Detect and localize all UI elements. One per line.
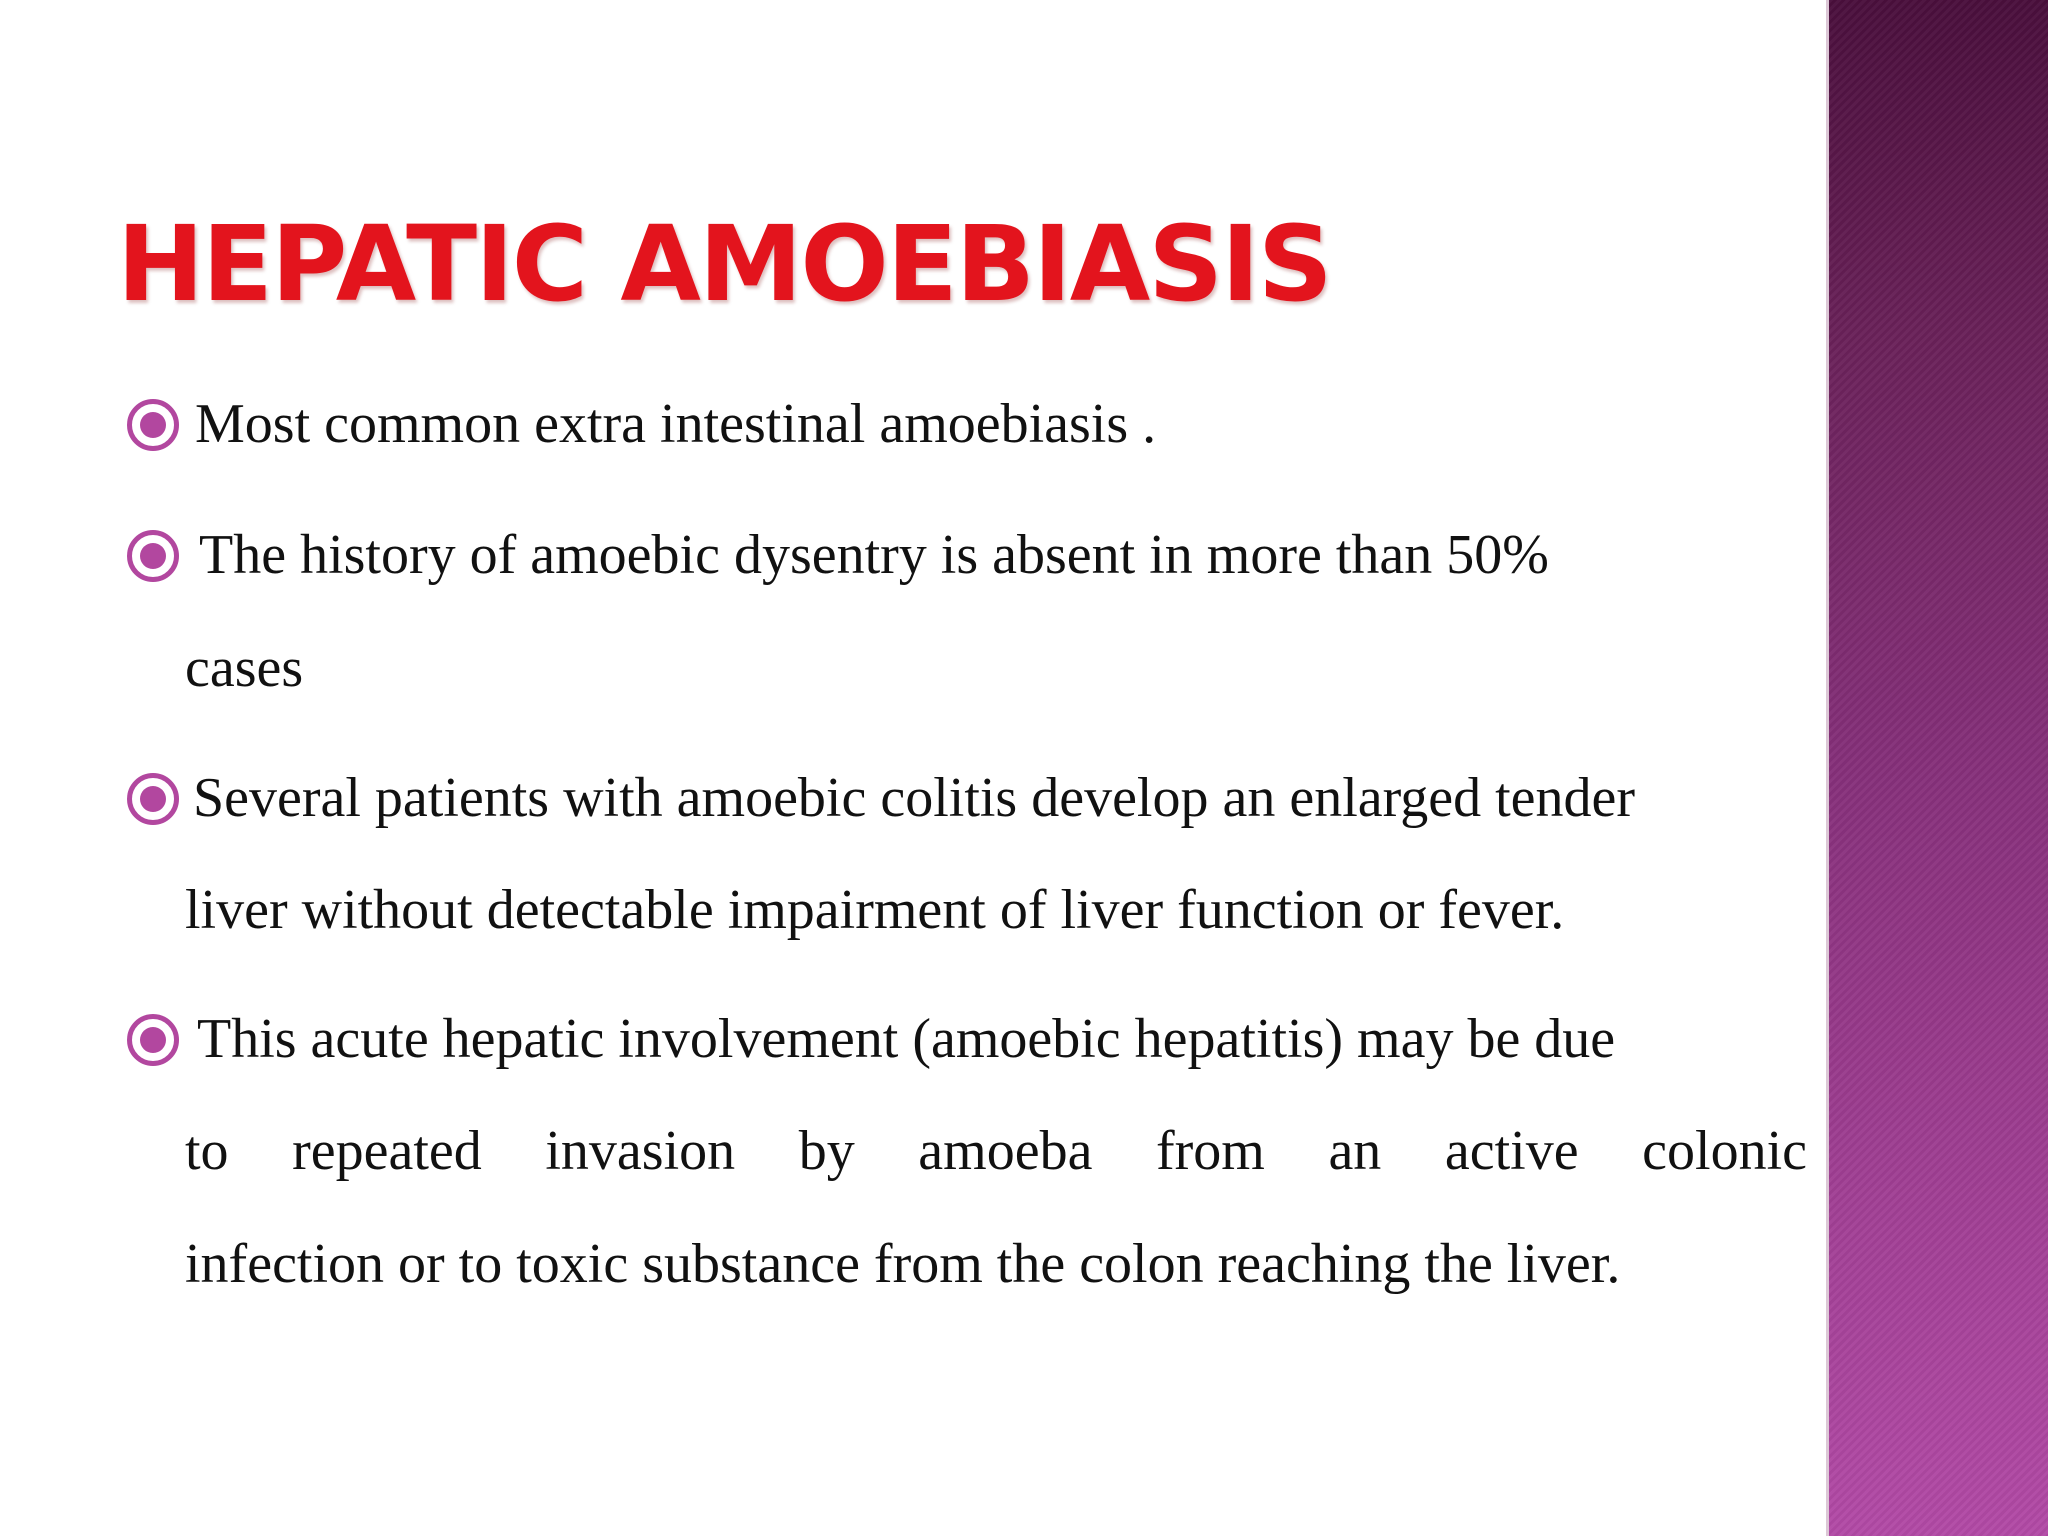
bullet-text-line: liver without detectable impairment of liver function or fever. xyxy=(185,879,1565,941)
bullet-text-line: infection or to toxic substance from the colon reaching the liver. xyxy=(185,1233,1621,1295)
bullet-text-line: cases xyxy=(185,637,304,699)
bullet-text-line: Several patients with amoebic colitis develop an enlarged tender xyxy=(193,767,1636,829)
bullet-text-line: This acute hepatic involvement (amoebic hepatitis) may be due xyxy=(197,1008,1616,1070)
slide-title: HEPATIC AMOEBIASIS xyxy=(117,203,1331,325)
radio-circle-bullet-icon xyxy=(127,399,179,451)
bullet-text-line: The history of amoebic dysentry is absent in more than 50% xyxy=(199,524,1549,586)
bullet-text-line: to repeated invasion by amoeba from an active colonic xyxy=(185,1120,1807,1182)
radio-circle-bullet-icon xyxy=(127,530,179,582)
radio-circle-bullet-icon xyxy=(127,773,179,825)
bullet-text-line: Most common extra intestinal amoebiasis . xyxy=(195,393,1157,455)
radio-circle-bullet-icon xyxy=(127,1014,179,1066)
